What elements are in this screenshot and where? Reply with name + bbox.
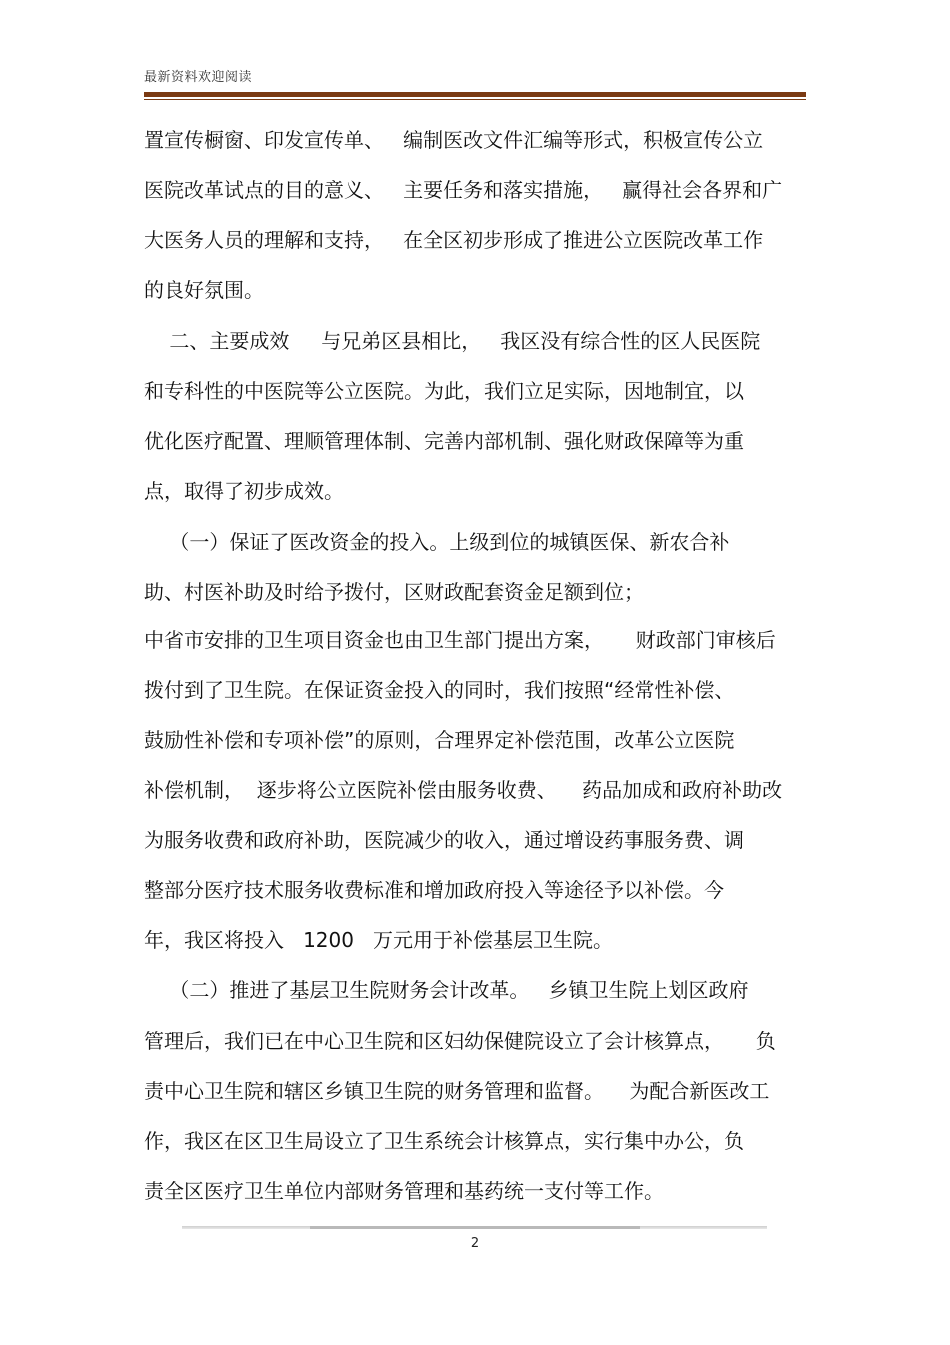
footer-rule-center [310, 1226, 640, 1229]
body-line-10: 助、村医补助及时给予拨付，区财政配套资金足额到位； [144, 580, 644, 604]
body-line-21: 作，我区在区卫生局设立了卫生系统会计核算点，实行集中办公，负 [144, 1129, 744, 1153]
body-line-19: 管理后，我们已在中心卫生院和区妇幼保健院设立了会计核算点， 负 [144, 1029, 776, 1053]
body-line-16: 整部分医疗技术服务收费标准和增加政府投入等途径予以补偿。今 [144, 878, 724, 902]
body-line-14: 补偿机制， 逐步将公立医院补偿由服务收费、 药品加成和政府补助改 [144, 778, 783, 802]
body-line-18: （二）推进了基层卫生院财务会计改革。 乡镇卫生院上划区政府 [144, 978, 749, 1002]
page-header-text: 最新资料欢迎阅读 [144, 70, 253, 85]
body-line-6: 和专科性的中医院等公立医院。为此，我们立足实际，因地制宜，以 [144, 379, 744, 403]
body-line-1: 置宣传橱窗、印发宣传单、 编制医改文件汇编等形式，积极宣传公立 [144, 128, 764, 152]
body-line-22: 责全区医疗卫生单位内部财务管理和基药统一支付等工作。 [144, 1179, 664, 1203]
body-line-7: 优化医疗配置、理顺管理体制、完善内部机制、强化财政保障等为重 [144, 429, 744, 453]
page-number: 2 [470, 1236, 480, 1251]
body-line-17: 年，我区将投入 1200 万元用于补偿基层卫生院。 [144, 928, 614, 952]
body-line-4: 的良好氛围。 [144, 278, 264, 302]
body-line-13: 鼓励性补偿和专项补偿”的原则，合理界定补偿范围，改革公立医院 [144, 728, 735, 752]
body-line-2: 医院改革试点的目的意义、 主要任务和落实措施， 赢得社会各界和广 [144, 178, 783, 202]
body-line-11: 中省市安排的卫生项目资金也由卫生部门提出方案， 财政部门审核后 [144, 628, 776, 652]
body-line-15: 为服务收费和政府补助，医院减少的收入，通过增设药事服务费、调 [144, 828, 744, 852]
header-rule [144, 92, 806, 97]
header-rule-thin [144, 99, 806, 100]
body-line-8: 点，取得了初步成效。 [144, 479, 344, 503]
body-line-5: 二、主要成效 与兄弟区县相比， 我区没有综合性的区人民医院 [144, 329, 761, 353]
body-line-20: 责中心卫生院和辖区乡镇卫生院的财务管理和监督。 为配合新医改工 [144, 1079, 770, 1103]
body-line-9: （一）保证了医改资金的投入。上级到位的城镇医保、新农合补 [144, 530, 730, 554]
body-line-3: 大医务人员的理解和支持， 在全区初步形成了推进公立医院改革工作 [144, 228, 764, 252]
body-line-12: 拨付到了卫生院。在保证资金投入的同时，我们按照“经常性补偿、 [144, 678, 735, 702]
